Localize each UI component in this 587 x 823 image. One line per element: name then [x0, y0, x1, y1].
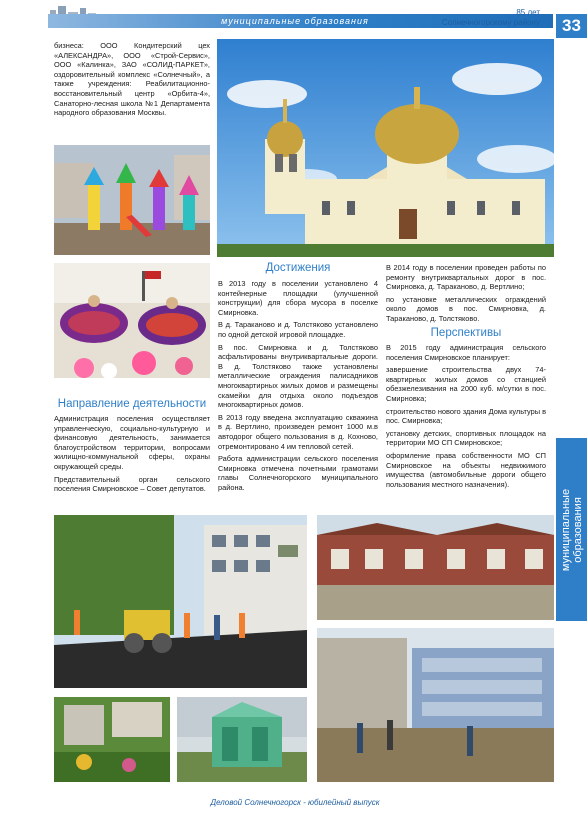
brick-building-photo [317, 515, 554, 620]
roads-paragraph-1: В 2014 году в поселении проведен работы по ремонту внутриквартальных дорог в пос. Смирновка, д. Тараканово, д. Вертлино; [386, 263, 546, 292]
greenhouse-photo [177, 697, 307, 782]
direction-paragraph-1: Администрация поселения осуществляет управленческую, социально-культурную и финансовую деятельность, занимается благоустройством территории, вопросами жилищно-коммунальной сферы, охраны окружающей среды. [54, 414, 210, 471]
perspectives-paragraph-5: оформление права собственности МО СП Смирновское на объекты недвижимого имущества (автомобильные дороги общего пользования местного назначения). [386, 450, 546, 489]
perspectives-heading: Перспективы [430, 327, 502, 339]
direction-heading: Направление деятельности [57, 398, 207, 410]
achievements-paragraph-5: Работа администрации сельского поселения Смирновка отмечена почетными грамотами главы Солнечногорского муниципального района. [218, 454, 378, 492]
garden-photo [54, 697, 170, 782]
intro-paragraph: бизнеса: ООО Кондитерский цех «АЛЕКСАНДРА», ООО «Строй-Сервис», ООО «Калинка», ЗАО «СОЛИД-ПАРКЕТ», оздоровительный комплекс «Солнечный», а также учреждения: Реабилитационно-восстановительный центр «Орбита-4», Санаторно-лесная школа №1 Департамента народного образования Москвы. [54, 41, 210, 118]
roadwork-photo [54, 515, 307, 688]
anniversary-label [420, 8, 540, 28]
perspectives-paragraph-1: В 2015 году администрация сельского поселения Смирновское планирует: [386, 343, 546, 362]
achievements-heading: Достижения [265, 262, 331, 274]
playground-photo [54, 145, 210, 255]
perspectives-text [386, 343, 546, 492]
footer: Деловой Солнечногорск - юбилейный выпуск [210, 798, 380, 807]
achievements-paragraph-3: В пос. Смирновка и д. Толстяково асфальтированы внутриквартальные дороги. В д. Толстяково также установлены металлические ограждения палисадников многоквартирных жилых домов и размещены скамейки для отдыха около подъездов многоквартирных домов. [218, 342, 378, 410]
achievements-paragraph-2: В д. Тараканово и д. Толстяково установлено по одной детской игровой площадке. [218, 320, 378, 339]
achievements-text [218, 279, 378, 495]
direction-text [54, 414, 210, 497]
side-tab-label [556, 438, 587, 621]
side-tab-line2: образования [571, 496, 584, 563]
achievements-paragraph-4: В 2013 году введена эксплуатацию скважина в д. Вертлино, произведен ремонт 1000 м.в автодорог общего пользования в д. Кохново, отремонтировано 4 им тепловой сетей. [218, 412, 378, 451]
roads-text [386, 263, 546, 327]
achievements-paragraph-1: В 2013 году в поселении установлено 4 контейнерные площадки (улучшенной конструкции) для сбора мусора в поселке Смирновка. [218, 279, 378, 317]
perspectives-paragraph-2: завершение строительства двух 74-квартирных жилых домов со станцией обезжелезивания на 2000 куб. м/сутки в пос. Смирновка; [386, 365, 546, 403]
roads-paragraph-2: по установке металлических ограждений около домов в пос. Смирновка, д. Тараканово, д. Толстяково. [386, 294, 546, 323]
anniversary-years: 85 лет [516, 8, 540, 17]
dancers-photo [54, 263, 210, 378]
perspectives-paragraph-4: установку детских, спортивных площадок на территории МО СП Смирновское; [386, 428, 546, 448]
church-photo [217, 39, 554, 257]
section-title: муниципальные образования [221, 16, 369, 26]
direction-paragraph-2: Представительный орган сельского поселения Смирновское – Совет депутатов. [54, 474, 210, 494]
side-tab-line1: муниципальные [559, 488, 572, 571]
district-name: Солнечногорскому району [441, 18, 540, 27]
page-number: 33 [556, 14, 587, 38]
perspectives-paragraph-3: строительство нового здания Дома культуры в пос. Смирновка; [386, 406, 546, 426]
public-works-photo [317, 628, 554, 782]
